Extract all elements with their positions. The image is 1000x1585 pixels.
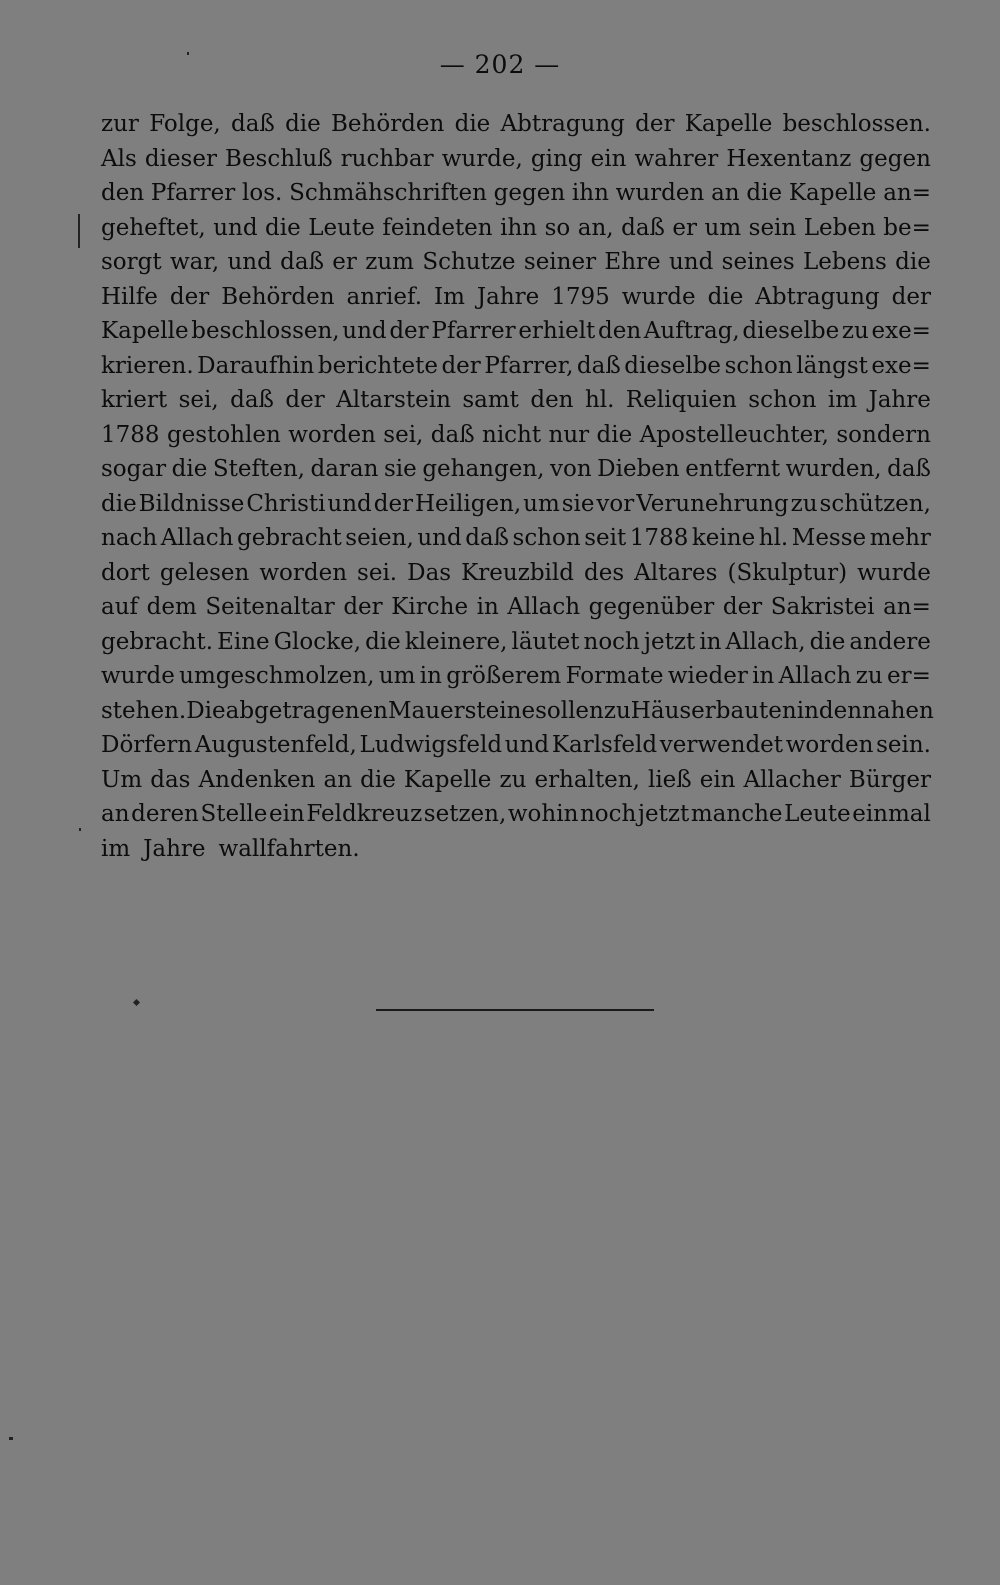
word: beschlossen. [782,111,931,137]
text-line [101,521,931,556]
word: sein. [876,732,931,758]
word: die [101,490,137,517]
word: Allach [507,594,581,620]
word: Ehre [604,249,661,275]
word: manche [690,801,783,827]
word: schon [748,387,817,413]
word: ein [268,801,305,827]
word: die [596,421,633,448]
word: ging [530,145,583,172]
word: kriert [101,387,168,413]
word: sollen [535,697,604,724]
word: Leute [308,214,375,241]
word: Heiligen, [415,490,522,517]
word: Bürger [848,766,931,793]
word: setzen, [423,801,507,827]
word: die [454,111,491,137]
word: daran [310,456,379,482]
word: gegen [493,180,566,206]
word: Die [186,697,226,724]
word: ließ [647,766,692,793]
word: wahrer [634,145,719,172]
word: Im [434,283,465,310]
word: die [171,456,208,482]
word: Folge, [149,111,221,137]
scan-speck [9,1437,13,1440]
scan-speck [133,999,140,1006]
word: der [635,111,675,137]
word: und [213,214,258,241]
text-line [101,797,931,832]
scan-speck [187,52,189,55]
word: worden [259,559,348,586]
word: verwendet [659,732,784,758]
word: um [704,214,742,241]
word: an [711,180,740,206]
word: der [285,387,325,413]
word: die [895,249,931,275]
word: sei. [357,559,398,586]
word: be= [883,214,931,241]
word: und [327,490,372,517]
word: Kapelle [403,766,492,793]
word: (Skulptur) [727,559,848,586]
word: größerem [446,663,562,689]
word: Schmähschriften [289,180,487,206]
word: seines [721,249,795,275]
word: Leben [803,214,876,241]
word: und [504,732,550,758]
word: von [549,456,592,482]
word: wallfahrten. [218,835,360,862]
word: um [378,663,416,689]
word: Pfarrer [150,180,236,206]
word: erhalten, [534,766,640,793]
text-line [101,418,931,453]
word: sie [384,456,417,482]
word: daß [231,111,275,137]
word: daß [887,456,931,482]
word: Hexentanz [726,145,852,172]
word: die [707,283,744,310]
word: geheftet, [101,214,206,241]
word: die [265,214,301,241]
word: des [583,559,625,586]
word: Kreuzbild [461,559,574,586]
word: vor [596,490,635,517]
word: Leute [784,801,851,827]
word: dieser [144,145,217,172]
word: sondern [836,421,931,448]
word: nur [548,421,590,448]
word: Jahre [143,835,206,862]
text-line [101,556,931,591]
word: Beschluß [225,145,333,172]
word: Altarstein [336,387,451,413]
word: ein [590,145,627,172]
word: an= [883,594,931,620]
word: daß [430,421,475,448]
word: an [101,801,130,827]
word: an [323,766,353,793]
word: der [891,283,931,310]
word: gebracht. [101,628,214,655]
text-line [101,659,931,694]
word: Hilfe [101,283,158,310]
word: schon [724,352,793,379]
word: wurde [101,663,175,689]
word: beschlossen, [191,318,340,344]
word: gestohlen [166,421,281,448]
word: noch [579,801,637,827]
page-number: — 202 — [439,50,561,79]
word: samt [462,387,519,413]
word: berichtete [317,352,438,379]
word: Allacher [743,766,841,793]
word: sei, [383,421,424,448]
word: ihn [571,180,609,206]
word: er [332,249,357,275]
word: 1788 [629,525,689,551]
text-line [101,763,931,798]
word: in [419,663,442,689]
word: im [101,835,131,862]
section-divider [376,1009,654,1011]
word: seit [584,525,627,551]
word: nicht [482,421,542,448]
word: sie [561,490,595,517]
word: in [476,594,499,620]
word: und [342,318,387,344]
word: schon [512,525,581,551]
word: wohin [507,801,579,827]
word: Abtragung [755,283,880,310]
word: schützen, [819,490,931,517]
word: Daraufhin [197,352,315,379]
word: den [101,180,145,206]
word: daß [280,249,324,275]
word: Pfarrer [431,318,516,344]
word: die [809,628,846,655]
word: keine [691,525,756,551]
word: die [360,766,396,793]
word: Eine [217,628,270,655]
word: wurde [621,283,696,310]
word: sogar [101,456,167,482]
word: und [417,525,462,551]
word: dieselbe [624,352,722,379]
word: die [746,180,783,206]
word: andere [849,628,931,655]
word: stehen. [101,697,187,724]
word: Andenken [198,766,316,793]
word: Auftrag, [643,318,740,344]
word: und [668,249,714,275]
margin-mark [78,214,80,248]
word: zu [841,318,869,344]
text-line [101,590,931,625]
word: Ludwigsfeld [359,732,503,758]
word: seien, [345,525,414,551]
word: kleinere, [404,628,508,655]
scan-speck [79,828,81,831]
word: Jahre [868,387,931,413]
word: dem [146,594,197,620]
word: Allach [160,525,234,551]
word: Um [101,766,143,793]
word: den [530,387,574,413]
word: Steften, [212,456,305,482]
word: den [818,697,863,724]
text-line [101,314,931,349]
word: feindeten [382,214,493,241]
word: Bildnisse [138,490,245,517]
word: wurden, [785,456,882,482]
word: Behörden [221,283,335,310]
word: Pfarrer, [484,352,574,379]
word: Messe [791,525,867,551]
word: Kapelle [788,180,877,206]
word: wieder [667,663,748,689]
word: er= [886,663,931,689]
word: Verunehrung [636,490,789,517]
text-line [101,383,931,418]
word: war, [169,249,220,275]
word: längst [796,352,868,379]
word: einmal [852,801,931,827]
word: Karlsfeld [551,732,658,758]
word: Als [101,145,137,172]
text-line [101,280,931,315]
word: der [373,490,414,517]
word: Jahre [476,283,540,310]
word: gebracht [237,525,342,551]
word: er [672,214,698,241]
word: hl. [758,525,789,551]
word: Mauersteine [387,697,536,724]
text-line [101,487,931,522]
word: gegenüber [588,594,715,620]
word: sorgt [101,249,162,275]
word: zum [365,249,414,275]
word: sei, [178,387,219,413]
word: hl. [584,387,615,413]
word: umgeschmolzen, [179,663,375,689]
word: im [827,387,858,413]
word: der [169,283,210,310]
text-line [101,694,934,729]
word: dort [101,559,150,586]
text-line [101,349,931,384]
word: jetzt [643,628,696,655]
word: Stelle [200,801,268,827]
word: in [752,663,775,689]
word: exe= [871,352,931,379]
word: zu [855,663,883,689]
text-line [101,245,931,280]
word: noch [583,628,640,655]
word: sein [748,214,797,241]
word: jetzt [637,801,690,827]
word: erhielt [518,318,596,344]
word: läutet [511,628,580,655]
word: Kapelle [101,318,189,344]
word: der [343,594,383,620]
word: deren [131,801,199,827]
word: der [441,352,481,379]
word: zu [499,766,527,793]
word: krieren. [101,352,194,379]
text-line [101,728,931,763]
word: los. [241,180,283,206]
word: wurden [615,180,705,206]
word: Augustenfeld, [194,732,357,758]
word: Kirche [391,594,469,620]
word: daß [465,525,510,551]
word: Reliquien [625,387,737,413]
word: an= [883,180,931,206]
word: wurde, [441,145,523,172]
word: 1795 [551,283,610,310]
word: Kapelle [684,111,773,137]
word: Feldkreuz [306,801,423,827]
word: wurde [857,559,931,586]
word: so [544,214,571,241]
body-text [101,107,934,866]
word: gehangen, [422,456,545,482]
word: in [699,628,722,655]
word: gelesen [159,559,250,586]
word: ruchbar [340,145,434,172]
word: Abtragung [500,111,625,137]
text-line [101,452,931,487]
word: zur [101,111,139,137]
word: mehr [869,525,931,551]
word: abgetragenen [225,697,388,724]
word: Allach [778,663,852,689]
text-line [101,176,931,211]
word: worden [785,732,874,758]
word: Altares [634,559,718,586]
word: das [150,766,191,793]
word: dieselbe [742,318,840,344]
word: Formate [565,663,664,689]
word: gegen [859,145,931,172]
word: Behörden [331,111,445,137]
word: nach [101,525,158,551]
word: daß [621,214,665,241]
word: anrief. [346,283,423,310]
text-line [101,832,931,867]
word: 1788 [101,421,160,448]
word: entfernt [685,456,781,482]
word: Christi [246,490,326,517]
text-line [101,211,931,246]
word: Glocke, [273,628,362,655]
word: den [597,318,642,344]
text-line [101,142,931,177]
word: Seitenaltar [205,594,335,620]
word: daß [230,387,274,413]
text-line [101,625,931,660]
word: Das [407,559,452,586]
word: daß [576,352,621,379]
word: an, [577,214,614,241]
word: die [365,628,401,655]
word: exe= [871,318,931,344]
word: nahen [862,697,934,724]
word: Dörfern [101,732,193,758]
word: zu [603,697,631,724]
word: worden [288,421,376,448]
word: ein [699,766,736,793]
word: der [722,594,763,620]
word: in [796,697,819,724]
word: der [389,318,429,344]
word: und [227,249,272,275]
word: um [523,490,560,517]
word: die [285,111,321,137]
text-line [101,107,931,142]
word: ihn [500,214,538,241]
word: Allach, [725,628,806,655]
word: Apostelleuchter, [639,421,829,448]
word: Schutze [422,249,516,275]
word: Lebens [802,249,887,275]
word: auf [101,594,139,620]
word: Dieben [597,456,680,482]
word: Häuserbauten [630,697,797,724]
word: zu [790,490,818,517]
word: seiner [523,249,597,275]
word: Sakristei [770,594,875,620]
